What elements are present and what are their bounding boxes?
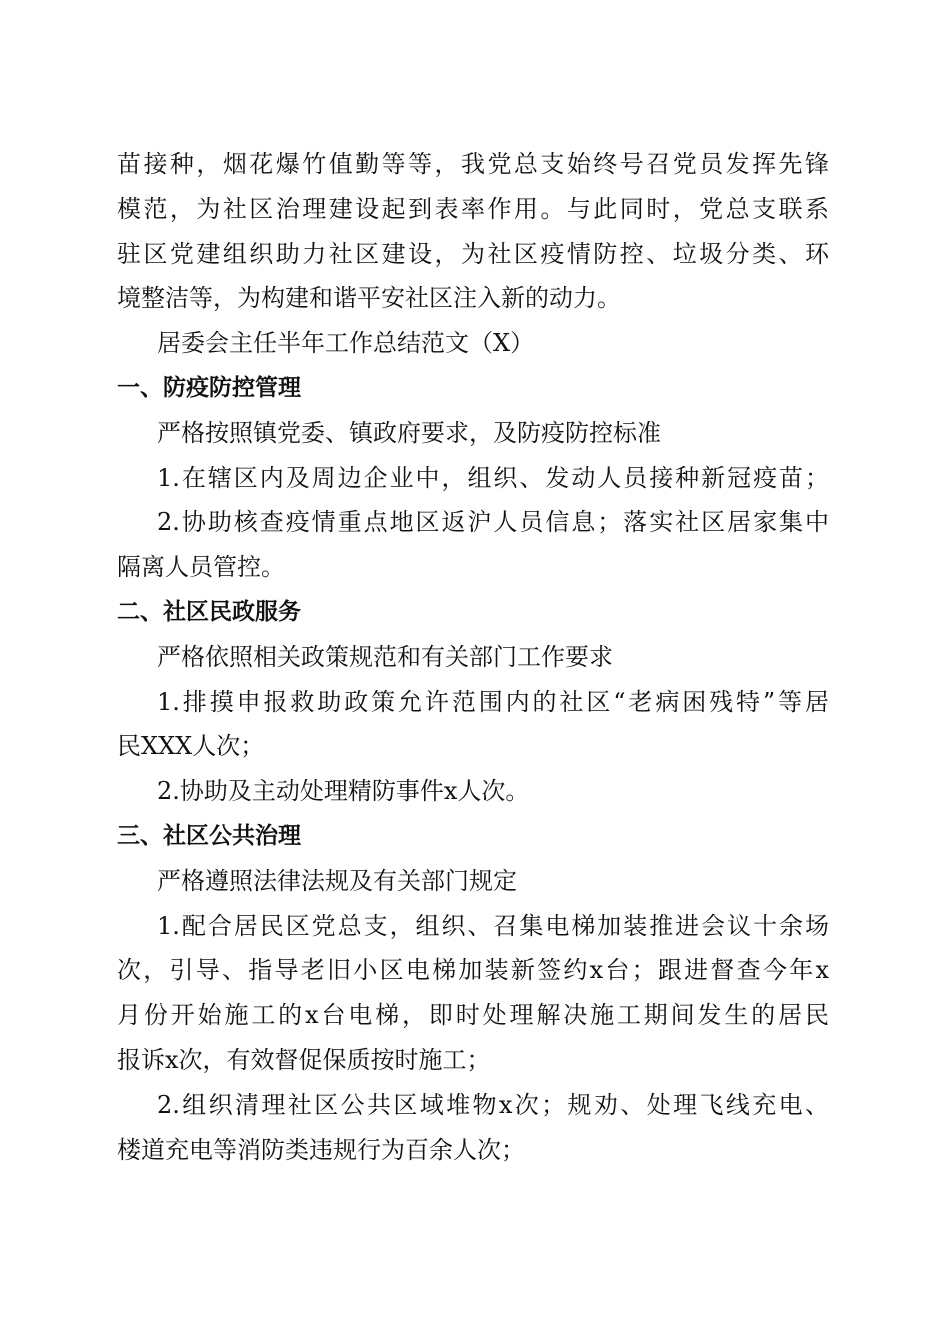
- list-item: 2.组织清理社区公共区域堆物x次；规劝、处理飞线充电、: [157, 1090, 829, 1119]
- paragraph-line: 严格按照镇党委、镇政府要求，及防疫防控标准: [157, 418, 661, 447]
- section-heading: 一、防疫防控管理: [117, 374, 301, 401]
- paragraph-line: 模范，为社区治理建设起到表率作用。与此同时，党总支联系: [117, 194, 829, 223]
- list-item: 1.排摸申报救助政策允许范围内的社区“老病困残特”等居: [157, 687, 829, 716]
- list-item: 1.配合居民区党总支，组织、召集电梯加装推进会议十余场: [157, 911, 829, 940]
- section-heading: 三、社区公共治理: [117, 822, 301, 849]
- paragraph-line: 苗接种，烟花爆竹值勤等等，我党总支始终号召党员发挥先锋: [117, 150, 829, 178]
- document-body: [117, 142, 829, 1172]
- list-item-continuation: 隔离人员管控。: [117, 553, 285, 582]
- section-heading: 二、社区民政服务: [117, 598, 301, 625]
- list-item-continuation: 次，引导、指导老旧小区电梯加装新签约x台；跟进督查今年x: [117, 956, 829, 985]
- list-item: 2.协助核查疫情重点地区返沪人员信息；落实社区居家集中: [157, 508, 829, 537]
- list-item-continuation: 报诉x次，有效督促保质按时施工；: [117, 1045, 491, 1074]
- document-subtitle: 居委会主任半年工作总结范文（X）: [157, 329, 535, 358]
- list-item: 1.在辖区内及周边企业中，组织、发动人员接种新冠疫苗；: [157, 463, 829, 492]
- paragraph-line: 驻区党建组织助力社区建设，为社区疫情防控、垃圾分类、环: [117, 239, 829, 268]
- paragraph-line: 境整洁等，为构建和谐平安社区注入新的动力。: [117, 284, 621, 313]
- list-item-continuation: 民XXX人次；: [117, 732, 265, 761]
- list-item-continuation: 楼道充电等消防类违规行为百余人次；: [117, 1135, 525, 1164]
- list-item: 2.协助及主动处理精防事件x人次。: [157, 777, 530, 806]
- paragraph-line: 严格依照相关政策规范和有关部门工作要求: [157, 642, 613, 671]
- paragraph-line: 严格遵照法律法规及有关部门规定: [157, 866, 517, 895]
- list-item-continuation: 月份开始施工的x台电梯，即时处理解决施工期间发生的居民: [117, 1001, 829, 1030]
